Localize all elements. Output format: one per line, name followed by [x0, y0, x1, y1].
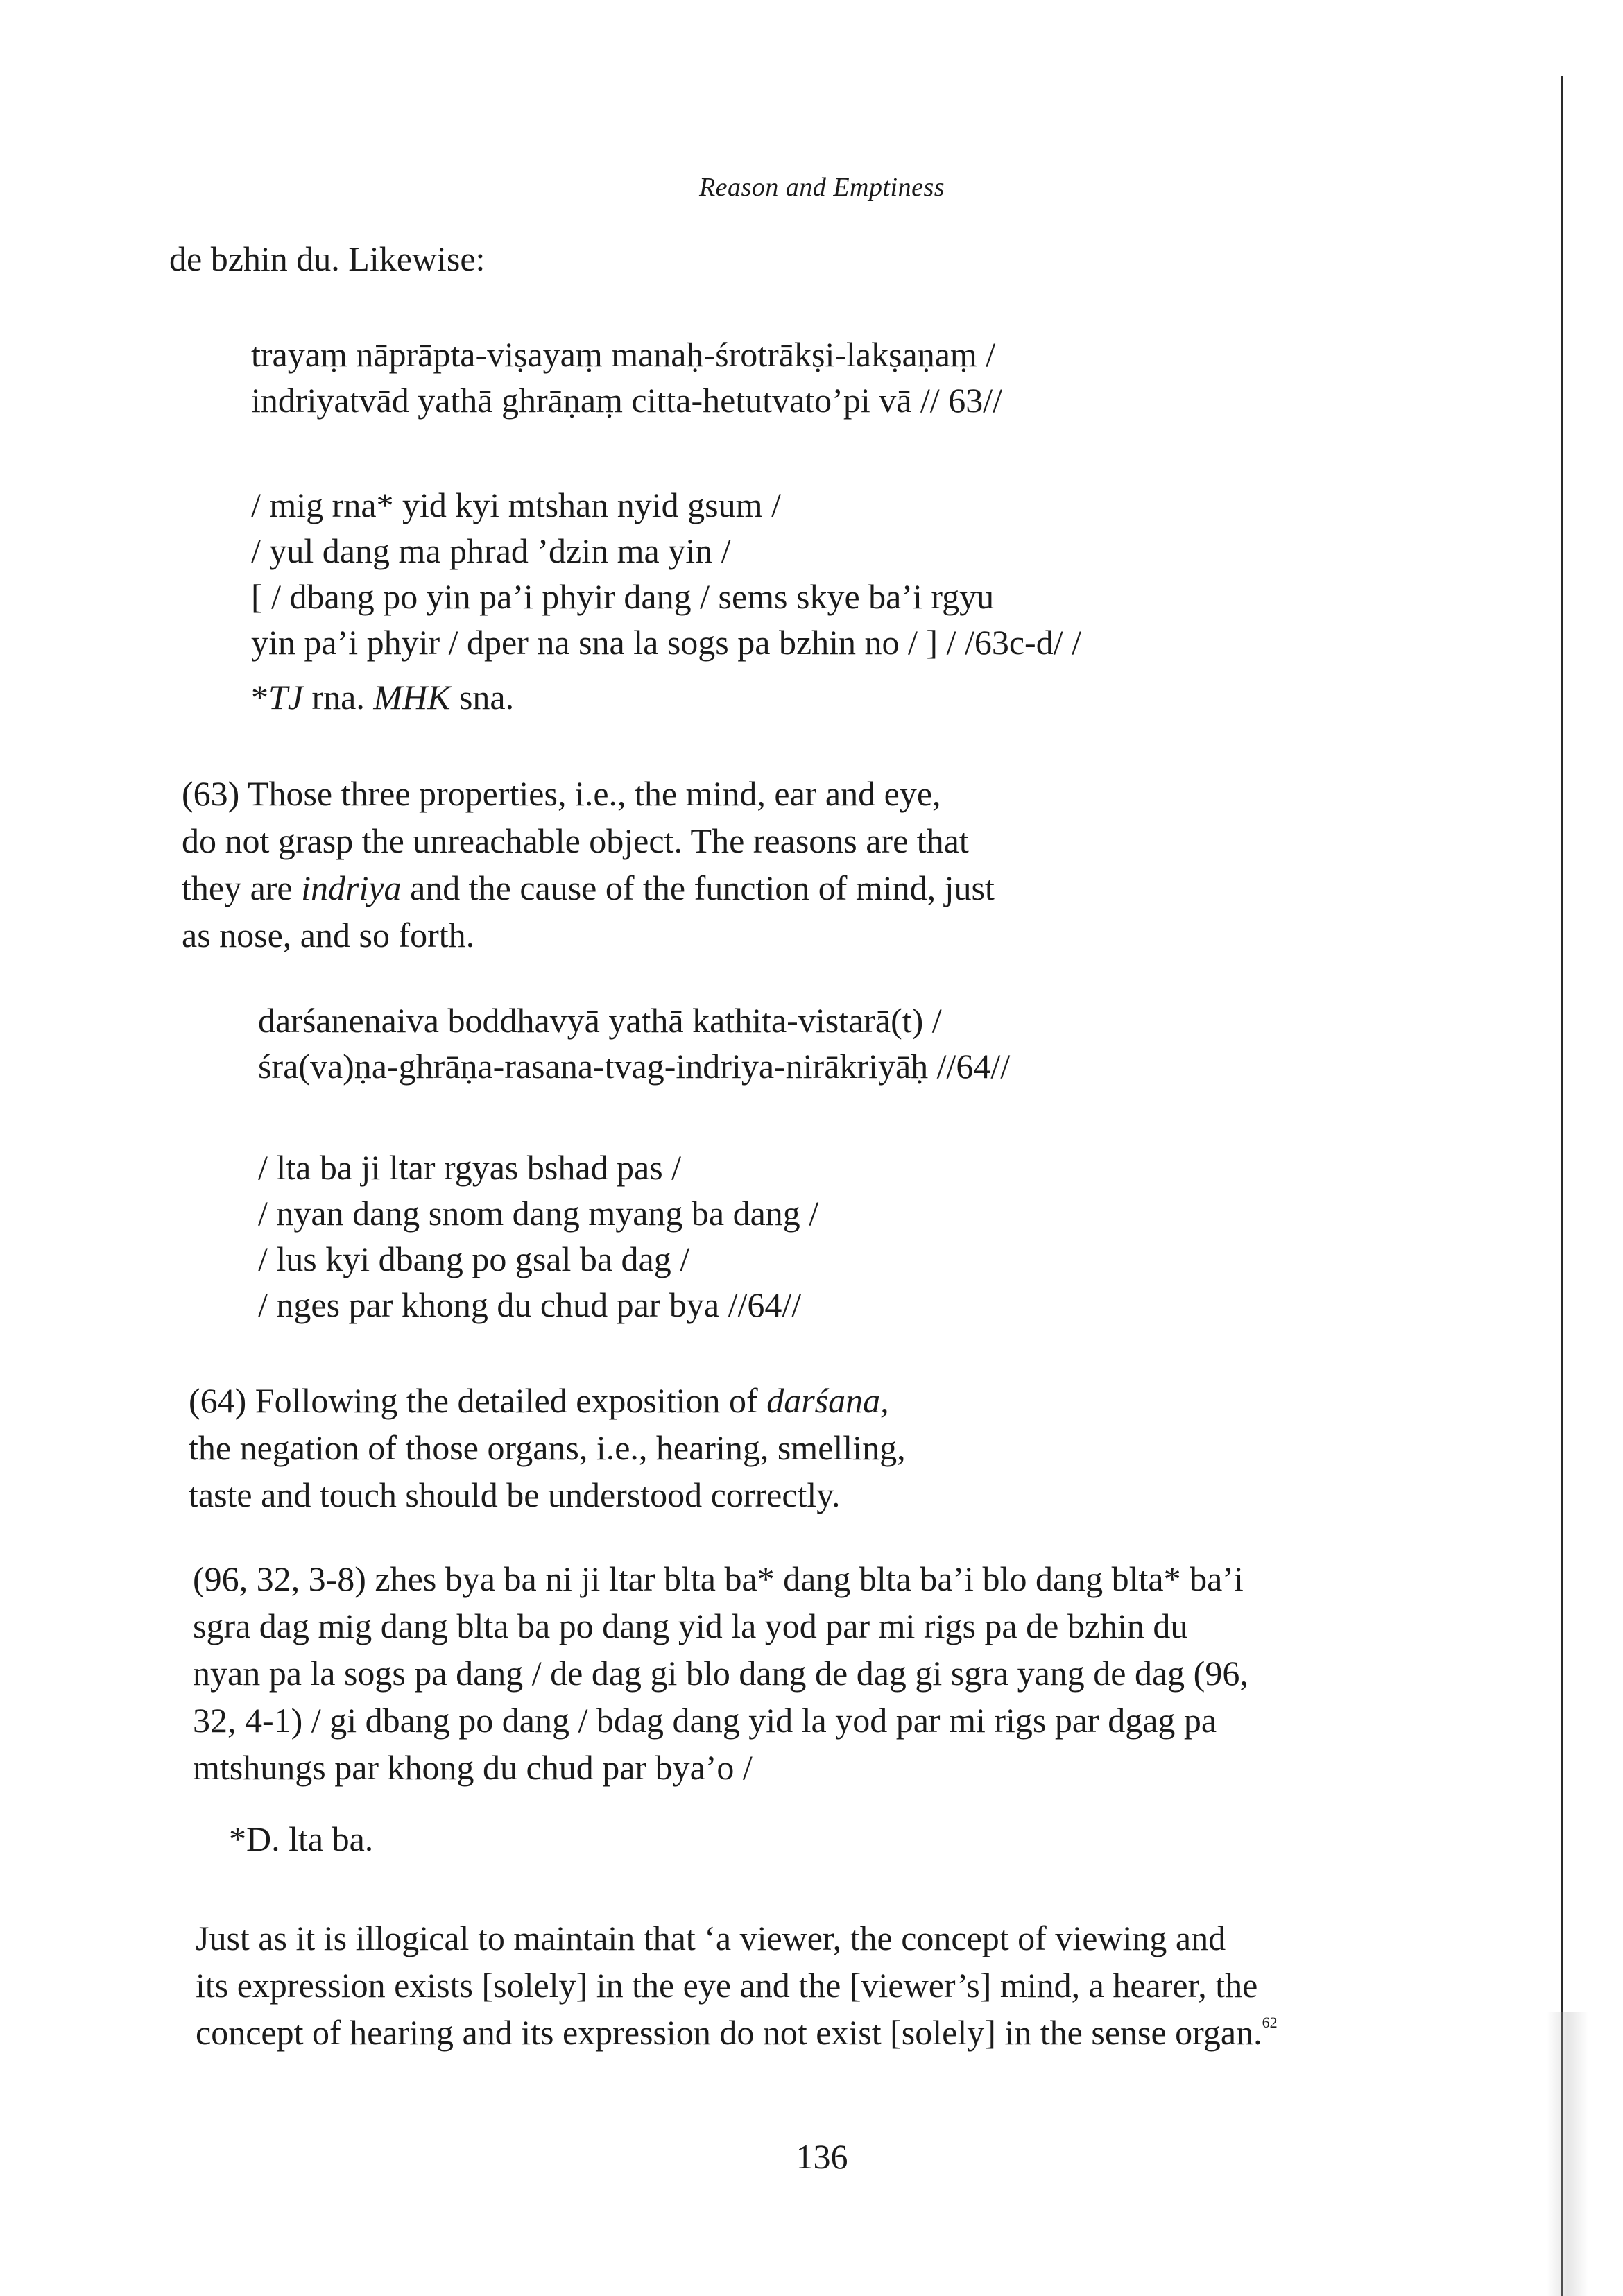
text-run: and the cause of the function of mind, just	[401, 868, 995, 907]
verse-63-note	[251, 677, 514, 717]
commentary-note: *D. lta ba.	[229, 1819, 374, 1858]
verse-line: / nyan dang snom dang myang ba dang /	[258, 1194, 819, 1233]
verse-line: / nges par khong du chud par bya //64//	[258, 1285, 802, 1324]
note-source-mhk: MHK	[373, 678, 451, 717]
verse-line: darśanenaiva boddhavyā yathā kathita-vistarā(t) /	[258, 1001, 942, 1040]
note-source-tj: TJ	[268, 678, 303, 717]
verse-line: [ / dbang po yin pa’i phyir dang / sems skye ba’i rgyu	[251, 577, 995, 616]
page-number	[0, 2136, 1623, 2177]
verse-line: śra(va)ṇa-ghrāṇa-rasana-tvag-indriya-nirākriyāḥ //64//	[258, 1047, 1011, 1086]
commentary-line: nyan pa la sogs pa dang / de dag gi blo dang de dag gi sgra yang de dag (96,	[193, 1654, 1248, 1693]
translation-63	[182, 770, 995, 959]
verse-64-tibetan	[258, 1145, 818, 1328]
translation-line: (63) Those three properties, i.e., the mind, ear and eye,	[182, 774, 941, 813]
page-number-text: 136	[796, 2137, 848, 2176]
translation-line	[189, 1377, 906, 1424]
commentary-line: sgra dag mig dang blta ba po dang yid la yod par mi rigs pa de bzhin du	[193, 1607, 1188, 1645]
verse-line: indriyatvād yathā ghrāṇaṃ citta-hetutvato’pi vā // 63//	[251, 381, 1002, 420]
page-edge-line	[1561, 76, 1563, 2296]
note-marker: *	[251, 678, 268, 717]
paragraph-line: its expression exists [solely] in the eye and the [viewer’s] mind, a hearer, the	[196, 1966, 1258, 2005]
verse-line: yin pa’i phyir / dper na sna la sogs pa bzhin no / ] / /63c-d/ /	[251, 623, 1081, 662]
running-title: Reason and Emptiness	[698, 173, 945, 202]
note-text: sna.	[450, 678, 515, 717]
translation-line: do not grasp the unreachable object. The reasons are that	[182, 821, 969, 860]
final-paragraph	[196, 1914, 1278, 2056]
paragraph-line	[196, 2009, 1278, 2056]
translation-line: as nose, and so forth.	[182, 916, 475, 954]
commentary-tibetan	[193, 1555, 1248, 1791]
translation-64	[189, 1377, 906, 1518]
verse-line: / lta ba ji ltar rgyas bshad pas /	[258, 1148, 682, 1187]
verse-line: / mig rna* yid kyi mtshan nyid gsum /	[251, 486, 781, 524]
footnote-ref[interactable]: 62	[1262, 2014, 1278, 2031]
commentary-line: 32, 4-1) / gi dbang po dang / bdag dang yid la yod par mi rigs par dgag pa	[193, 1701, 1217, 1740]
note-text: rna.	[303, 678, 374, 717]
verse-line: / yul dang ma phrad ’dzin ma yin /	[251, 531, 731, 570]
running-header	[0, 172, 1623, 203]
paragraph-line: Just as it is illogical to maintain that ‘a viewer, the concept of viewing and	[196, 1919, 1226, 1957]
verse-63-tibetan	[251, 482, 1081, 665]
translation-line: taste and touch should be understood correctly.	[189, 1475, 841, 1514]
verse-line: trayaṃ nāprāpta-viṣayaṃ manaḥ-śrotrākṣi-lakṣaṇaṃ /	[251, 335, 996, 374]
text-run: concept of hearing and its expression do not exist [solely] in the sense organ.	[196, 2013, 1262, 2052]
text-run: they are	[182, 868, 302, 907]
verse-63-sanskrit	[251, 332, 1002, 423]
term-darsana: darśana,	[766, 1381, 889, 1420]
verse-line: / lus kyi dbang po gsal ba dag /	[258, 1240, 690, 1278]
text-run: (64) Following the detailed exposition of	[189, 1381, 767, 1420]
translation-line: the negation of those organs, i.e., hearing, smelling,	[189, 1428, 906, 1467]
commentary-line: (96, 32, 3-8) zhes bya ba ni ji ltar blta ba* dang blta ba’i blo dang blta* ba’i	[193, 1559, 1244, 1598]
term-indriya: indriya	[301, 868, 402, 907]
verse-64-sanskrit	[258, 997, 1010, 1089]
translation-line	[182, 864, 995, 911]
intro-line: de bzhin du. Likewise:	[169, 239, 486, 278]
commentary-line: mtshungs par khong du chud par bya’o /	[193, 1748, 753, 1787]
